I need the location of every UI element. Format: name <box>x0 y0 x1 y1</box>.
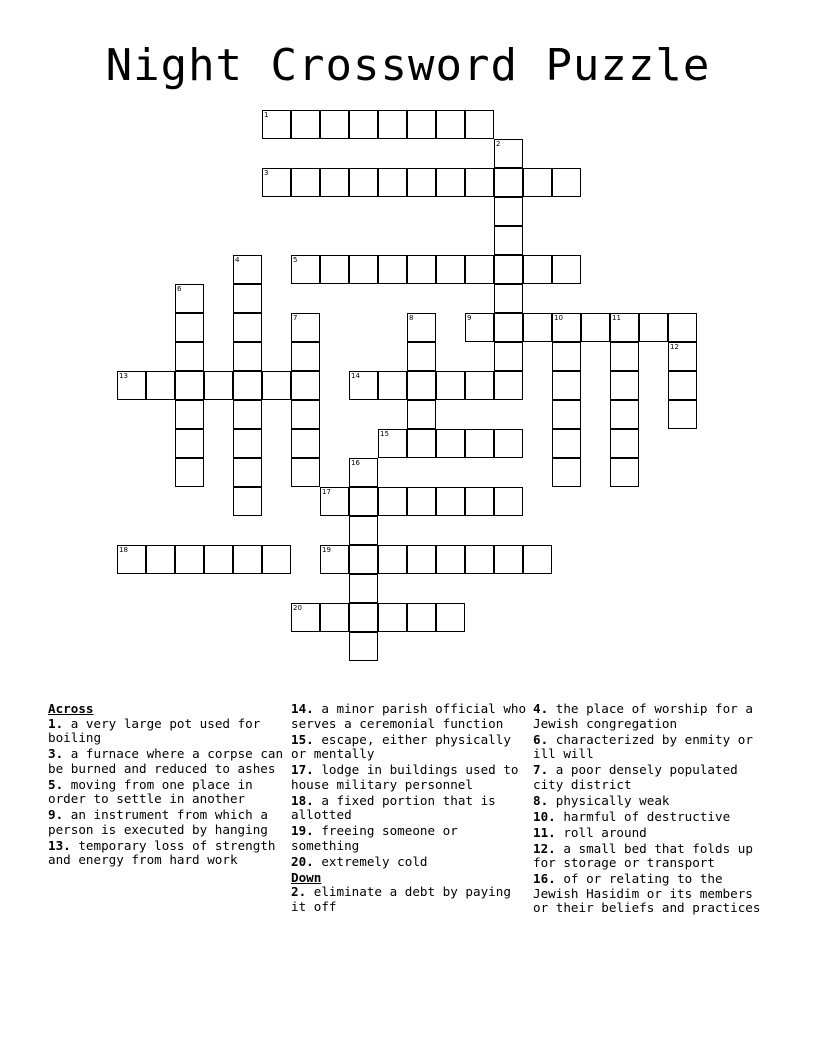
clues-column-2 <box>291 702 527 916</box>
crossword-cell[interactable] <box>378 110 407 139</box>
clue-down-7: 7. a poor densely populated city district <box>533 762 738 792</box>
crossword-cell[interactable] <box>349 632 378 661</box>
crossword-cell[interactable] <box>494 197 523 226</box>
crossword-cell[interactable] <box>349 603 378 632</box>
clue-across-14: 14. a minor parish official who serves a ceremonial function <box>291 701 527 731</box>
crossword-cell[interactable] <box>494 284 523 313</box>
crossword-cell[interactable] <box>436 603 465 632</box>
clue-across-19: 19. freeing someone or something <box>291 823 458 853</box>
clue-across-5: 5. moving from one place in order to settle in another <box>48 776 253 806</box>
crossword-cell[interactable] <box>291 313 320 342</box>
crossword-cell[interactable] <box>349 574 378 603</box>
clue-across-3: 3. a furnace where a corpse can be burned and reduced to ashes <box>48 746 284 776</box>
clue-number: 10 <box>554 314 563 322</box>
clues-column-1 <box>48 702 284 869</box>
crossword-cell[interactable] <box>552 429 581 458</box>
crossword-cell[interactable] <box>436 168 465 197</box>
crossword-cell[interactable] <box>262 110 291 139</box>
crossword-cell[interactable] <box>494 226 523 255</box>
crossword-cell[interactable] <box>146 545 175 574</box>
crossword-cell[interactable] <box>407 110 436 139</box>
clue-across-9: 9. an instrument from which a person is executed by hanging <box>48 807 268 837</box>
crossword-cell[interactable] <box>378 487 407 516</box>
page-title: Night Crossword Puzzle <box>105 40 711 91</box>
clue-number: 18 <box>119 546 128 554</box>
crossword-cell[interactable] <box>465 255 494 284</box>
crossword-cell[interactable] <box>494 313 523 342</box>
clue-across-17: 17. lodge in buildings used to house military personnel <box>291 762 519 792</box>
clue-across-20: 20. extremely cold <box>291 853 428 869</box>
crossword-cell[interactable] <box>349 110 378 139</box>
crossword-cell[interactable] <box>436 110 465 139</box>
crossword-cell[interactable] <box>175 545 204 574</box>
crossword-cell[interactable] <box>291 110 320 139</box>
clue-across-13: 13. temporary loss of strength and energy from hard work <box>48 837 276 867</box>
crossword-cell[interactable] <box>639 313 668 342</box>
crossword-cell[interactable] <box>610 429 639 458</box>
crossword-cell[interactable] <box>378 255 407 284</box>
crossword-cell[interactable] <box>436 255 465 284</box>
crossword-cell[interactable] <box>233 458 262 487</box>
clue-number: 15 <box>380 430 389 438</box>
crossword-cell[interactable] <box>291 255 320 284</box>
crossword-cell[interactable] <box>494 139 523 168</box>
crossword-cell[interactable] <box>407 545 436 574</box>
crossword-cell[interactable] <box>407 342 436 371</box>
crossword-cell[interactable] <box>204 371 233 400</box>
crossword-cell[interactable] <box>523 168 552 197</box>
crossword-cell[interactable] <box>523 313 552 342</box>
clue-across-18: 18. a fixed portion that is allotted <box>291 792 496 822</box>
crossword-cell[interactable] <box>320 168 349 197</box>
crossword-cell[interactable] <box>668 342 697 371</box>
crossword-cell[interactable] <box>175 400 204 429</box>
clue-number: 19 <box>322 546 331 554</box>
crossword-cell[interactable] <box>494 429 523 458</box>
clue-number: 1 <box>264 111 269 119</box>
clue-down-2: 2. eliminate a debt by paying it off <box>291 884 511 914</box>
crossword-cell[interactable] <box>349 458 378 487</box>
crossword-cell[interactable] <box>262 168 291 197</box>
crossword-cell[interactable] <box>291 168 320 197</box>
clue-down-6: 6. characterized by enmity or ill will <box>533 731 753 761</box>
crossword-cell[interactable] <box>320 603 349 632</box>
crossword-cell[interactable] <box>233 284 262 313</box>
crossword-cell[interactable] <box>407 429 436 458</box>
crossword-cell[interactable] <box>436 371 465 400</box>
crossword-cell[interactable] <box>494 371 523 400</box>
crossword-cell[interactable] <box>320 255 349 284</box>
crossword-cell[interactable] <box>175 284 204 313</box>
clue-down-10: 10. harmful of destructive <box>533 808 731 824</box>
crossword-cell[interactable] <box>494 545 523 574</box>
crossword-cell[interactable] <box>552 458 581 487</box>
clue-number: 16 <box>351 459 360 467</box>
crossword-cell[interactable] <box>465 429 494 458</box>
clue-number: 5 <box>293 256 298 264</box>
crossword-cell[interactable] <box>407 603 436 632</box>
crossword-cell[interactable] <box>523 255 552 284</box>
crossword-cell[interactable] <box>233 313 262 342</box>
crossword-cell[interactable] <box>262 545 291 574</box>
crossword-cell[interactable] <box>349 545 378 574</box>
crossword-cell[interactable] <box>233 255 262 284</box>
crossword-cell[interactable] <box>320 110 349 139</box>
crossword-cell[interactable] <box>668 371 697 400</box>
crossword-cell[interactable] <box>436 545 465 574</box>
clue-number: 8 <box>409 314 414 322</box>
crossword-cell[interactable] <box>465 371 494 400</box>
crossword-cell[interactable] <box>668 313 697 342</box>
crossword-cell[interactable] <box>291 429 320 458</box>
crossword-cell[interactable] <box>378 603 407 632</box>
crossword-cell[interactable] <box>407 371 436 400</box>
crossword-cell[interactable] <box>378 429 407 458</box>
crossword-cell[interactable] <box>117 545 146 574</box>
crossword-cell[interactable] <box>465 313 494 342</box>
crossword-cell[interactable] <box>378 545 407 574</box>
crossword-cell[interactable] <box>668 400 697 429</box>
crossword-cell[interactable] <box>581 313 610 342</box>
clue-number: 4 <box>235 256 240 264</box>
crossword-cell[interactable] <box>407 487 436 516</box>
crossword-cell[interactable] <box>378 168 407 197</box>
crossword-cell[interactable] <box>291 603 320 632</box>
crossword-cell[interactable] <box>494 487 523 516</box>
clue-down-4: 4. the place of worship for a Jewish congregation <box>533 701 753 731</box>
crossword-cell[interactable] <box>552 342 581 371</box>
crossword-cell[interactable] <box>291 342 320 371</box>
crossword-cell[interactable] <box>291 458 320 487</box>
crossword-cell[interactable] <box>175 371 204 400</box>
clue-number: 14 <box>351 372 360 380</box>
crossword-cell[interactable] <box>407 313 436 342</box>
crossword-cell[interactable] <box>494 342 523 371</box>
clue-number: 12 <box>670 343 679 351</box>
crossword-cell[interactable] <box>465 487 494 516</box>
clues-column-3 <box>533 702 773 917</box>
crossword-cell[interactable] <box>233 545 262 574</box>
crossword-cell[interactable] <box>552 255 581 284</box>
clue-number: 11 <box>612 314 621 322</box>
crossword-cell[interactable] <box>349 255 378 284</box>
crossword-cell[interactable] <box>436 429 465 458</box>
clue-down-16: 16. of or relating to the Jewish Hasidim or its members or their beliefs and practices <box>533 871 761 915</box>
crossword-cell[interactable] <box>552 400 581 429</box>
crossword-cell[interactable] <box>610 313 639 342</box>
crossword-cell[interactable] <box>407 255 436 284</box>
clue-down-8: 8. physically weak <box>533 792 670 808</box>
crossword-cell[interactable] <box>320 545 349 574</box>
clue-number: 9 <box>467 314 472 322</box>
crossword-cell[interactable] <box>610 400 639 429</box>
crossword-cell[interactable] <box>175 342 204 371</box>
crossword-cell[interactable] <box>465 168 494 197</box>
crossword-cell[interactable] <box>610 342 639 371</box>
clue-number: 13 <box>119 372 128 380</box>
crossword-cell[interactable] <box>436 487 465 516</box>
crossword-cell[interactable] <box>233 371 262 400</box>
crossword-cell[interactable] <box>175 313 204 342</box>
crossword-cell[interactable] <box>349 516 378 545</box>
clue-number: 20 <box>293 604 302 612</box>
crossword-cell[interactable] <box>233 487 262 516</box>
crossword-cell[interactable] <box>291 400 320 429</box>
crossword-cell[interactable] <box>465 110 494 139</box>
crossword-cell[interactable] <box>117 371 146 400</box>
crossword-cell[interactable] <box>349 487 378 516</box>
crossword-cell[interactable] <box>349 371 378 400</box>
clue-across-15: 15. escape, either physically or mentally <box>291 731 511 761</box>
crossword-cell[interactable] <box>494 255 523 284</box>
crossword-cell[interactable] <box>146 371 175 400</box>
crossword-cell[interactable] <box>378 371 407 400</box>
crossword-cell[interactable] <box>262 371 291 400</box>
crossword-cell[interactable] <box>407 168 436 197</box>
crossword-cell[interactable] <box>175 429 204 458</box>
clue-across-1: 1. a very large pot used for boiling <box>48 715 261 745</box>
crossword-cell[interactable] <box>552 371 581 400</box>
clue-number: 7 <box>293 314 298 322</box>
crossword-cell[interactable] <box>233 400 262 429</box>
crossword-cell[interactable] <box>175 458 204 487</box>
across-heading: Across <box>48 701 94 716</box>
crossword-cell[interactable] <box>552 168 581 197</box>
clue-number: 17 <box>322 488 331 496</box>
crossword-cell[interactable] <box>610 371 639 400</box>
crossword-cell[interactable] <box>610 458 639 487</box>
crossword-cell[interactable] <box>291 371 320 400</box>
crossword-cell[interactable] <box>552 313 581 342</box>
crossword-cell[interactable] <box>494 168 523 197</box>
clue-down-12: 12. a small bed that folds up for storage or transport <box>533 840 753 870</box>
crossword-cell[interactable] <box>233 429 262 458</box>
crossword-cell[interactable] <box>320 487 349 516</box>
crossword-cell[interactable] <box>233 342 262 371</box>
clue-number: 3 <box>264 169 269 177</box>
clue-number: 2 <box>496 140 501 148</box>
clue-down-11: 11. roll around <box>533 824 647 840</box>
crossword-cell[interactable] <box>407 400 436 429</box>
down-heading: Down <box>291 869 322 885</box>
crossword-cell[interactable] <box>523 545 552 574</box>
crossword-cell[interactable] <box>204 545 233 574</box>
crossword-cell[interactable] <box>349 168 378 197</box>
clue-number: 6 <box>177 285 182 293</box>
crossword-cell[interactable] <box>465 545 494 574</box>
